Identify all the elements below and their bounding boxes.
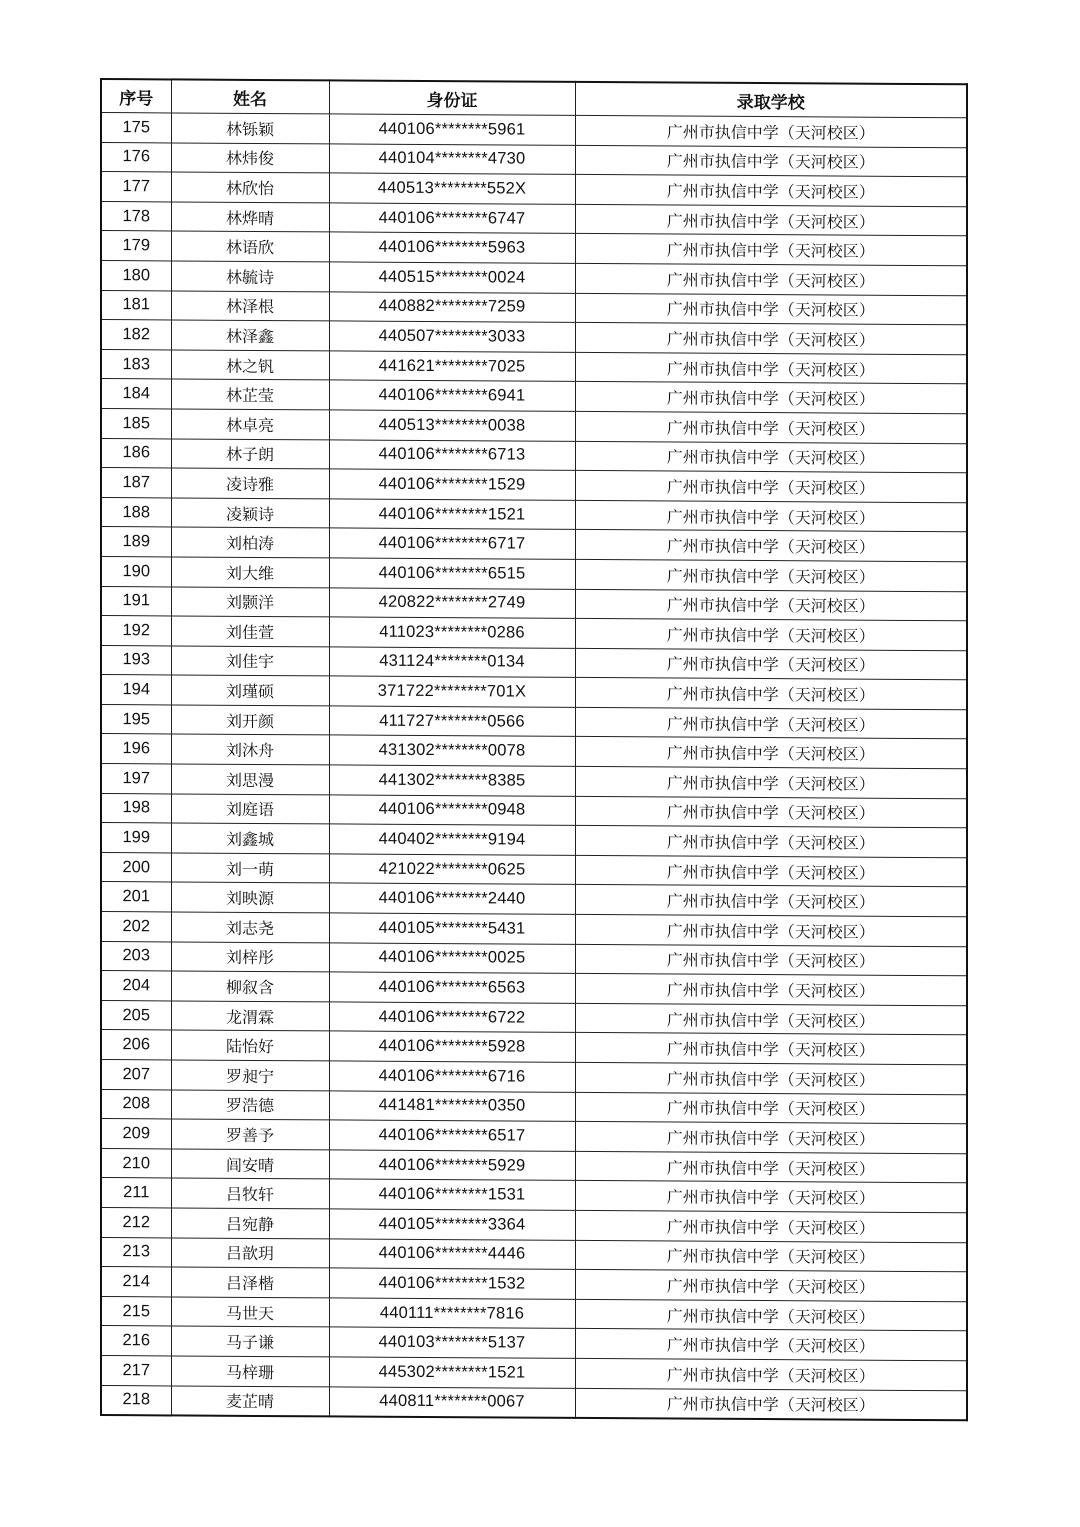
school-cell: 广州市执信中学（天河校区） bbox=[575, 1388, 967, 1420]
school-cell: 广州市执信中学（天河校区） bbox=[575, 1181, 967, 1213]
school-cell: 广州市执信中学（天河校区） bbox=[575, 115, 967, 147]
student-name-cell: 麦芷晴 bbox=[171, 1385, 329, 1416]
id-card-cell: 445302********1521 bbox=[329, 1357, 575, 1388]
school-cell: 广州市执信中学（天河校区） bbox=[575, 1003, 967, 1035]
serial-number-cell: 191 bbox=[101, 586, 171, 616]
id-card-cell: 440106********0025 bbox=[329, 943, 575, 974]
id-card-cell: 440106********6722 bbox=[329, 1002, 575, 1033]
id-card-cell: 441621********7025 bbox=[329, 351, 575, 382]
serial-number-cell: 217 bbox=[101, 1355, 171, 1385]
student-name-cell: 刘志尧 bbox=[171, 912, 329, 943]
student-name-cell: 林卓亮 bbox=[171, 409, 329, 440]
serial-number-cell: 216 bbox=[101, 1326, 171, 1356]
student-name-cell: 林之钒 bbox=[171, 350, 329, 381]
student-name-cell: 闾安晴 bbox=[171, 1149, 329, 1180]
serial-number-cell: 205 bbox=[101, 1000, 171, 1030]
serial-number-cell: 194 bbox=[101, 675, 171, 705]
id-card-cell: 440811********0067 bbox=[329, 1386, 575, 1418]
student-name-cell: 刘颢洋 bbox=[171, 586, 329, 617]
id-card-cell: 440402********9194 bbox=[329, 824, 575, 855]
school-cell: 广州市执信中学（天河校区） bbox=[575, 323, 967, 355]
school-cell: 广州市执信中学（天河校区） bbox=[575, 411, 967, 443]
id-card-cell: 431124********0134 bbox=[329, 647, 575, 678]
serial-number-cell: 210 bbox=[101, 1148, 171, 1178]
student-name-cell: 林泽根 bbox=[171, 290, 329, 321]
serial-number-cell: 184 bbox=[101, 379, 171, 409]
school-cell: 广州市执信中学（天河校区） bbox=[575, 175, 967, 207]
id-card-cell: 371722********701X bbox=[329, 676, 575, 707]
serial-number-cell: 186 bbox=[101, 438, 171, 468]
student-name-cell: 吕牧轩 bbox=[171, 1178, 329, 1209]
student-name-cell: 刘开颜 bbox=[171, 705, 329, 736]
school-cell: 广州市执信中学（天河校区） bbox=[575, 974, 967, 1006]
student-name-cell: 林欣怡 bbox=[171, 172, 329, 203]
serial-number-cell: 190 bbox=[101, 556, 171, 586]
id-card-cell: 440106********6713 bbox=[329, 439, 575, 470]
serial-number-cell: 208 bbox=[101, 1089, 171, 1119]
student-name-cell: 林毓诗 bbox=[171, 261, 329, 292]
student-name-cell: 林铄颖 bbox=[171, 113, 329, 144]
id-card-cell: 440105********3364 bbox=[329, 1209, 575, 1240]
school-cell: 广州市执信中学（天河校区） bbox=[575, 826, 967, 858]
header-serial-number: 序号 bbox=[101, 79, 171, 113]
serial-number-cell: 192 bbox=[101, 616, 171, 646]
school-cell: 广州市执信中学（天河校区） bbox=[575, 293, 967, 325]
school-cell: 广州市执信中学（天河校区） bbox=[575, 618, 967, 650]
student-name-cell: 马世天 bbox=[171, 1297, 329, 1328]
header-admitted-school: 录取学校 bbox=[575, 82, 967, 118]
id-card-cell: 440106********5961 bbox=[329, 114, 575, 145]
table-body bbox=[101, 113, 967, 1421]
student-name-cell: 林语欣 bbox=[171, 231, 329, 262]
student-name-cell: 刘梓彤 bbox=[171, 942, 329, 973]
id-card-cell: 411023********0286 bbox=[329, 617, 575, 648]
serial-number-cell: 215 bbox=[101, 1296, 171, 1326]
id-card-cell: 440111********7816 bbox=[329, 1298, 575, 1329]
id-card-cell: 440507********3033 bbox=[329, 321, 575, 352]
serial-number-cell: 178 bbox=[101, 201, 171, 231]
school-cell: 广州市执信中学（天河校区） bbox=[575, 796, 967, 828]
school-cell: 广州市执信中学（天河校区） bbox=[575, 707, 967, 739]
id-card-cell: 440513********552X bbox=[329, 173, 575, 204]
student-name-cell: 刘鑫城 bbox=[171, 823, 329, 854]
id-card-cell: 440106********4446 bbox=[329, 1238, 575, 1269]
id-card-cell: 440106********6941 bbox=[329, 380, 575, 411]
school-cell: 广州市执信中学（天河校区） bbox=[575, 944, 967, 976]
student-name-cell: 林泽鑫 bbox=[171, 320, 329, 351]
school-cell: 广州市执信中学（天河校区） bbox=[575, 1122, 967, 1154]
id-card-cell: 440106********0948 bbox=[329, 795, 575, 826]
id-card-cell: 441302********8385 bbox=[329, 765, 575, 796]
school-cell: 广州市执信中学（天河校区） bbox=[575, 766, 967, 798]
serial-number-cell: 188 bbox=[101, 497, 171, 527]
id-card-cell: 421022********0625 bbox=[329, 854, 575, 885]
serial-number-cell: 202 bbox=[101, 912, 171, 942]
serial-number-cell: 181 bbox=[101, 290, 171, 320]
school-cell: 广州市执信中学（天河校区） bbox=[575, 1358, 967, 1390]
school-cell: 广州市执信中学（天河校区） bbox=[575, 1210, 967, 1242]
school-cell: 广州市执信中学（天河校区） bbox=[575, 1329, 967, 1361]
id-card-cell: 440106********6717 bbox=[329, 528, 575, 559]
serial-number-cell: 214 bbox=[101, 1267, 171, 1297]
school-cell: 广州市执信中学（天河校区） bbox=[575, 382, 967, 414]
serial-number-cell: 189 bbox=[101, 527, 171, 557]
serial-number-cell: 212 bbox=[101, 1207, 171, 1237]
school-cell: 广州市执信中学（天河校区） bbox=[575, 1151, 967, 1183]
id-card-cell: 440106********6716 bbox=[329, 1061, 575, 1092]
table-row bbox=[101, 1385, 967, 1420]
serial-number-cell: 183 bbox=[101, 349, 171, 379]
id-card-cell: 440106********1531 bbox=[329, 1179, 575, 1210]
student-name-cell: 刘庭语 bbox=[171, 794, 329, 825]
school-cell: 广州市执信中学（天河校区） bbox=[575, 1092, 967, 1124]
school-cell: 广州市执信中学（天河校区） bbox=[575, 204, 967, 236]
student-name-cell: 刘佳萱 bbox=[171, 616, 329, 647]
serial-number-cell: 204 bbox=[101, 971, 171, 1001]
id-card-cell: 440106********6515 bbox=[329, 558, 575, 589]
school-cell: 广州市执信中学（天河校区） bbox=[575, 145, 967, 177]
student-name-cell: 罗浩德 bbox=[171, 1090, 329, 1121]
table-header bbox=[101, 79, 967, 118]
id-card-cell: 440106********1532 bbox=[329, 1268, 575, 1299]
school-cell: 广州市执信中学（天河校区） bbox=[575, 352, 967, 384]
serial-number-cell: 203 bbox=[101, 941, 171, 971]
student-name-cell: 龙渭霖 bbox=[171, 1001, 329, 1032]
id-card-cell: 440106********1529 bbox=[329, 469, 575, 500]
school-cell: 广州市执信中学（天河校区） bbox=[575, 530, 967, 562]
student-name-cell: 陆怡好 bbox=[171, 1030, 329, 1061]
student-name-cell: 马梓珊 bbox=[171, 1356, 329, 1387]
id-card-cell: 440882********7259 bbox=[329, 291, 575, 322]
serial-number-cell: 182 bbox=[101, 320, 171, 350]
id-card-cell: 440103********5137 bbox=[329, 1327, 575, 1358]
school-cell: 广州市执信中学（天河校区） bbox=[575, 885, 967, 917]
serial-number-cell: 213 bbox=[101, 1237, 171, 1267]
student-name-cell: 刘映源 bbox=[171, 882, 329, 913]
school-cell: 广州市执信中学（天河校区） bbox=[575, 737, 967, 769]
serial-number-cell: 179 bbox=[101, 231, 171, 261]
school-cell: 广州市执信中学（天河校区） bbox=[575, 855, 967, 887]
header-row bbox=[101, 79, 967, 118]
id-card-cell: 440515********0024 bbox=[329, 262, 575, 293]
student-name-cell: 刘沐舟 bbox=[171, 734, 329, 765]
serial-number-cell: 176 bbox=[101, 142, 171, 172]
header-id-card: 身份证 bbox=[329, 80, 575, 115]
id-card-cell: 440106********2440 bbox=[329, 883, 575, 914]
school-cell: 广州市执信中学（天河校区） bbox=[575, 441, 967, 473]
serial-number-cell: 198 bbox=[101, 793, 171, 823]
id-card-cell: 440106********1521 bbox=[329, 499, 575, 530]
school-cell: 广州市执信中学（天河校区） bbox=[575, 234, 967, 266]
id-card-cell: 440106********5928 bbox=[329, 1031, 575, 1062]
id-card-cell: 440513********0038 bbox=[329, 410, 575, 441]
student-name-cell: 罗善予 bbox=[171, 1119, 329, 1150]
school-cell: 广州市执信中学（天河校区） bbox=[575, 1062, 967, 1094]
school-cell: 广州市执信中学（天河校区） bbox=[575, 1270, 967, 1302]
student-name-cell: 吕歆玥 bbox=[171, 1237, 329, 1268]
student-name-cell: 罗昶宁 bbox=[171, 1060, 329, 1091]
student-name-cell: 凌颖诗 bbox=[171, 498, 329, 529]
serial-number-cell: 193 bbox=[101, 645, 171, 675]
serial-number-cell: 197 bbox=[101, 764, 171, 794]
student-name-cell: 马子谦 bbox=[171, 1326, 329, 1357]
serial-number-cell: 206 bbox=[101, 1030, 171, 1060]
id-card-cell: 440105********5431 bbox=[329, 913, 575, 944]
school-cell: 广州市执信中学（天河校区） bbox=[575, 1033, 967, 1065]
admission-table bbox=[100, 78, 968, 1421]
serial-number-cell: 199 bbox=[101, 823, 171, 853]
student-name-cell: 林炜俊 bbox=[171, 143, 329, 174]
serial-number-cell: 201 bbox=[101, 882, 171, 912]
id-card-cell: 411727********0566 bbox=[329, 706, 575, 737]
serial-number-cell: 195 bbox=[101, 704, 171, 734]
student-name-cell: 吕宛静 bbox=[171, 1208, 329, 1239]
student-name-cell: 刘一萌 bbox=[171, 853, 329, 884]
student-name-cell: 柳叙含 bbox=[171, 971, 329, 1002]
student-name-cell: 刘佳宇 bbox=[171, 646, 329, 677]
header-name: 姓名 bbox=[171, 79, 329, 113]
id-card-cell: 420822********2749 bbox=[329, 587, 575, 618]
id-card-cell: 440106********6517 bbox=[329, 1120, 575, 1151]
school-cell: 广州市执信中学（天河校区） bbox=[575, 914, 967, 946]
serial-number-cell: 196 bbox=[101, 734, 171, 764]
school-cell: 广州市执信中学（天河校区） bbox=[575, 500, 967, 532]
id-card-cell: 440106********6563 bbox=[329, 972, 575, 1003]
id-card-cell: 440104********4730 bbox=[329, 143, 575, 174]
student-name-cell: 凌诗雅 bbox=[171, 468, 329, 499]
school-cell: 广州市执信中学（天河校区） bbox=[575, 648, 967, 680]
student-name-cell: 吕泽楷 bbox=[171, 1267, 329, 1298]
serial-number-cell: 175 bbox=[101, 113, 171, 143]
id-card-cell: 431302********0078 bbox=[329, 735, 575, 766]
student-name-cell: 林子朗 bbox=[171, 438, 329, 469]
id-card-cell: 440106********5963 bbox=[329, 232, 575, 263]
student-name-cell: 刘柏涛 bbox=[171, 527, 329, 558]
serial-number-cell: 177 bbox=[101, 172, 171, 202]
serial-number-cell: 209 bbox=[101, 1119, 171, 1149]
student-name-cell: 刘大维 bbox=[171, 557, 329, 588]
student-name-cell: 林烨晴 bbox=[171, 202, 329, 233]
school-cell: 广州市执信中学（天河校区） bbox=[575, 589, 967, 621]
id-card-cell: 440106********6747 bbox=[329, 203, 575, 234]
serial-number-cell: 185 bbox=[101, 408, 171, 438]
school-cell: 广州市执信中学（天河校区） bbox=[575, 471, 967, 503]
admission-list-sheet bbox=[100, 78, 966, 1421]
school-cell: 广州市执信中学（天河校区） bbox=[575, 1299, 967, 1331]
school-cell: 广州市执信中学（天河校区） bbox=[575, 263, 967, 295]
serial-number-cell: 211 bbox=[101, 1178, 171, 1208]
student-name-cell: 林芷莹 bbox=[171, 379, 329, 410]
serial-number-cell: 180 bbox=[101, 260, 171, 290]
serial-number-cell: 218 bbox=[101, 1385, 171, 1416]
school-cell: 广州市执信中学（天河校区） bbox=[575, 1240, 967, 1272]
serial-number-cell: 200 bbox=[101, 852, 171, 882]
id-card-cell: 441481********0350 bbox=[329, 1090, 575, 1121]
school-cell: 广州市执信中学（天河校区） bbox=[575, 559, 967, 591]
student-name-cell: 刘瑾硕 bbox=[171, 675, 329, 706]
serial-number-cell: 187 bbox=[101, 468, 171, 498]
school-cell: 广州市执信中学（天河校区） bbox=[575, 678, 967, 710]
serial-number-cell: 207 bbox=[101, 1060, 171, 1090]
student-name-cell: 刘思漫 bbox=[171, 764, 329, 795]
id-card-cell: 440106********5929 bbox=[329, 1150, 575, 1181]
